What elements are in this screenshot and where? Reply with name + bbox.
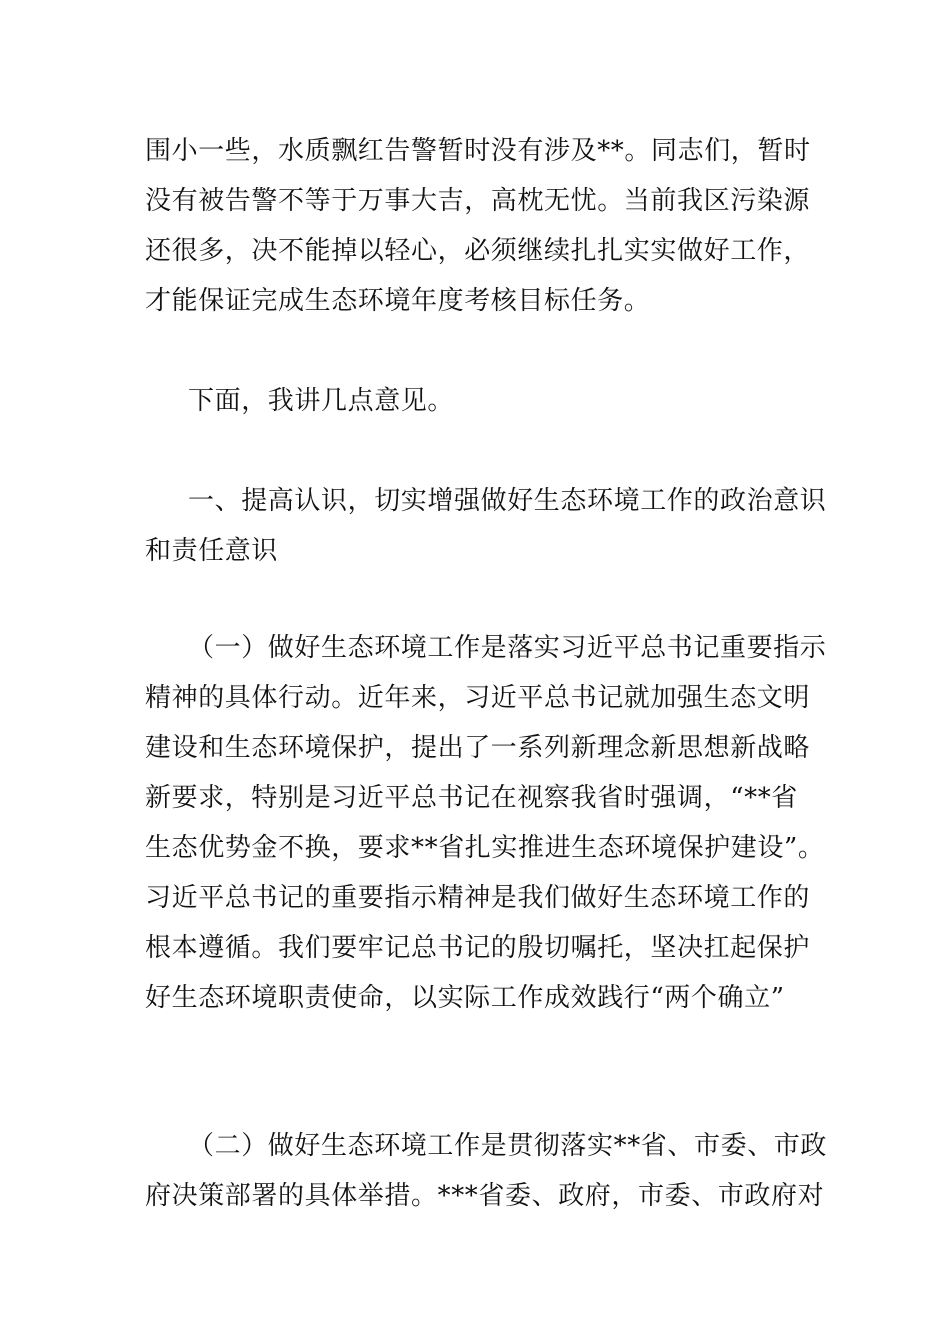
text-line: 才能保证完成生态环境年度考核目标任务。 — [145, 286, 651, 316]
text-line: 习近平总书记的重要指示精神是我们做好生态环境工作的 — [145, 883, 811, 913]
text-line: 好生态环境职责使命，以实际工作成效践行“两个确立” — [145, 983, 785, 1013]
text-line: 精神的具体行动。近年来，习近平总书记就加强生态文明 — [145, 683, 811, 713]
section-heading-continued: 和责任意识 — [145, 536, 279, 566]
text-line: 府决策部署的具体举措。***省委、政府，市委、市政府对 — [145, 1181, 825, 1211]
text-line: 新要求，特别是习近平总书记在视察我省时强调，“**省 — [145, 783, 798, 813]
text-line: 根本遵循。我们要牢记总书记的殷切嘱托，坚决扛起保护 — [145, 933, 811, 963]
subsection-1-line: （一）做好生态环境工作是落实习近平总书记重要指示 — [188, 633, 827, 663]
text-line: 围小一些，水质飘红告警暂时没有涉及**。同志们，暂时 — [145, 136, 811, 166]
paragraph-intro: 下面，我讲几点意见。 — [188, 386, 455, 416]
text-line: 建设和生态环境保护，提出了一系列新理念新思想新战略 — [145, 733, 811, 763]
section-heading: 一、提高认识，切实增强做好生态环境工作的政治意识 — [188, 486, 827, 516]
text-line: 生态优势金不换，要求**省扎实推进生态环境保护建设”。 — [145, 833, 825, 863]
text-line: 还很多，决不能掉以轻心，必须继续扎扎实实做好工作， — [145, 236, 811, 266]
subsection-2-line: （二）做好生态环境工作是贯彻落实**省、市委、市政 — [188, 1131, 828, 1161]
text-line: 没有被告警不等于万事大吉，高枕无忧。当前我区污染源 — [145, 186, 811, 216]
